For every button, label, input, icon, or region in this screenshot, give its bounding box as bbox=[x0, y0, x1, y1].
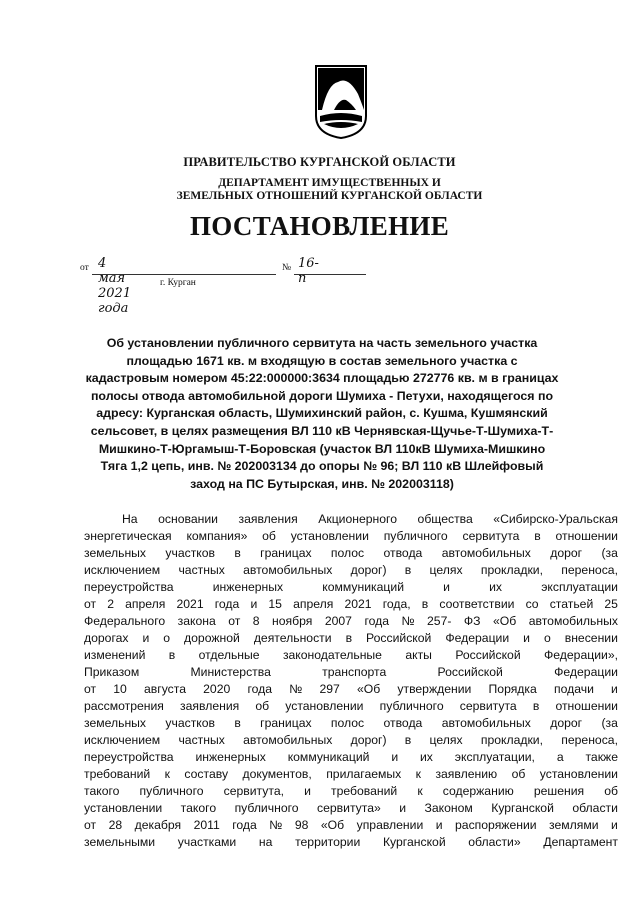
body-word: статьей bbox=[549, 597, 594, 611]
body-word: 2007 bbox=[324, 614, 352, 628]
handwritten-number: 16-п bbox=[298, 256, 319, 286]
body-word: компания» bbox=[186, 529, 248, 543]
body-word: Курганской bbox=[382, 835, 446, 849]
body-word: публичного bbox=[139, 784, 204, 798]
body-word: законодательные bbox=[282, 648, 382, 662]
body-word: 257- bbox=[427, 614, 452, 628]
body-word: об bbox=[604, 784, 618, 798]
body-word: акты bbox=[405, 648, 432, 662]
body-word: Федерального bbox=[84, 614, 166, 628]
body-word: инженерных bbox=[212, 580, 284, 594]
body-line bbox=[84, 681, 618, 698]
resolution-title bbox=[82, 335, 562, 493]
body-word: коммуникаций bbox=[322, 580, 404, 594]
body-word: (за bbox=[601, 546, 618, 560]
body-word: от bbox=[84, 597, 97, 611]
body-line bbox=[84, 834, 618, 851]
body-word: в bbox=[345, 631, 353, 645]
body-word: апреля bbox=[125, 597, 166, 611]
government-name: ПРАВИТЕЛЬСТВО КУРГАНСКОЙ ОБЛАСТИ bbox=[183, 155, 456, 169]
body-word: и bbox=[611, 818, 618, 832]
body-word: года bbox=[232, 818, 257, 832]
body-word: переустройства bbox=[84, 580, 174, 594]
body-word: № bbox=[401, 614, 415, 628]
from-label: от bbox=[80, 263, 89, 273]
title-line: сельсовет, в целях размещения ВЛ 110 кВ Чернявская-Щучье-Т-Шумиха-Т- bbox=[90, 423, 554, 438]
body-word: решения bbox=[533, 784, 585, 798]
body-word: публичного bbox=[379, 699, 444, 713]
body-word: заявлению bbox=[435, 767, 498, 781]
body-line bbox=[84, 749, 618, 766]
title-line: Мишкино-Т-Юргамыш-Т-Боровская (участок ВЛ 110кВ Шумиха-Мишкино bbox=[98, 441, 546, 456]
body-word: 2020 bbox=[203, 682, 231, 696]
body-word: прилагаемых bbox=[326, 767, 402, 781]
title-line: полосы отвода автомобильной дороги Шумиха - Петухи, находящегося по bbox=[90, 388, 554, 403]
body-line bbox=[84, 630, 618, 647]
body-word: дорогах bbox=[84, 631, 129, 645]
body-word: деятельности bbox=[253, 631, 332, 645]
body-word: об bbox=[511, 767, 526, 781]
body-word: переноса, bbox=[561, 733, 618, 747]
body-word: о bbox=[163, 631, 171, 645]
body-word: автомобильных bbox=[441, 546, 531, 560]
date-underline bbox=[92, 274, 276, 275]
body-line bbox=[84, 511, 618, 528]
body-word: Законом bbox=[424, 801, 473, 815]
body-word: отвода bbox=[383, 546, 423, 560]
body-line bbox=[84, 545, 618, 562]
body-word: утверждении bbox=[397, 682, 472, 696]
body-word: исключением bbox=[84, 733, 161, 747]
body-word: требований bbox=[84, 767, 151, 781]
body-word: в bbox=[168, 648, 176, 662]
body-word: На bbox=[122, 512, 138, 526]
body-word: их bbox=[489, 580, 503, 594]
body-word: инженерных bbox=[195, 750, 266, 764]
body-word: ноября bbox=[272, 614, 313, 628]
body-word: земельных bbox=[84, 546, 147, 560]
body-word: целях bbox=[429, 563, 463, 577]
body-word: дорог bbox=[550, 716, 583, 730]
body-word: области» bbox=[468, 835, 521, 849]
body-word: дорог bbox=[550, 546, 583, 560]
body-word: Российской bbox=[437, 665, 503, 679]
department-name-line-1: ДЕПАРТАМЕНТ ИМУЩЕСТВЕННЫХ И bbox=[218, 177, 441, 189]
body-word: установлении bbox=[539, 767, 618, 781]
body-word: от bbox=[228, 614, 241, 628]
body-word: участков bbox=[165, 716, 215, 730]
body-word: установлении bbox=[290, 529, 369, 543]
body-word: и bbox=[443, 580, 450, 594]
body-word: заявления bbox=[180, 699, 240, 713]
city-label: г. Курган bbox=[160, 278, 196, 288]
title-line: площадью 1671 кв. м входящую в состав земельного участка с bbox=[126, 353, 518, 368]
body-word: на bbox=[258, 835, 273, 849]
body-word: Порядка bbox=[488, 682, 537, 696]
body-word: 28 bbox=[108, 818, 123, 832]
body-word: 25 bbox=[604, 597, 618, 611]
handwritten-date: 4 мая 2021 года bbox=[98, 256, 132, 316]
body-word: автомобильных bbox=[528, 614, 618, 628]
body-word: «Сибирско-Уральская bbox=[493, 512, 618, 526]
body-word: от bbox=[84, 818, 97, 832]
body-word: № bbox=[269, 818, 283, 832]
body-word: общества bbox=[417, 512, 473, 526]
body-word: 98 bbox=[294, 818, 309, 832]
body-line bbox=[84, 715, 618, 732]
body-word: коммуникаций bbox=[287, 750, 370, 764]
body-word: области bbox=[572, 801, 618, 815]
body-word: (за bbox=[601, 716, 618, 730]
body-word: установлении bbox=[84, 801, 163, 815]
body-word: августа bbox=[144, 682, 186, 696]
body-word: эксплуатации bbox=[541, 580, 618, 594]
body-word: в bbox=[234, 546, 241, 560]
body-word: к bbox=[164, 767, 170, 781]
body-word: переустройства bbox=[84, 750, 174, 764]
body-word: года bbox=[214, 597, 240, 611]
body-line bbox=[84, 528, 618, 545]
body-word: и bbox=[142, 631, 150, 645]
body-word: автомобильных bbox=[243, 733, 333, 747]
body-word: в bbox=[234, 716, 241, 730]
body-word: сервитута bbox=[459, 699, 517, 713]
kurgan-coat-of-arms-icon bbox=[314, 64, 368, 140]
body-word: отношении bbox=[555, 699, 618, 713]
title-line: адресу: Курганская область, Шумихинский район, с. Кушма, Кушмянский bbox=[96, 406, 548, 421]
body-word: и bbox=[399, 801, 407, 815]
body-word: «Об bbox=[320, 818, 345, 832]
body-word: распоряжении bbox=[455, 818, 537, 832]
body-word: переноса, bbox=[561, 563, 618, 577]
body-word: землями bbox=[549, 818, 599, 832]
body-word: и bbox=[250, 597, 258, 611]
body-word: в bbox=[421, 597, 429, 611]
department-name-line-2: ЗЕМЕЛЬНЫХ ОТНОШЕНИЙ КУРГАНСКОЙ ОБЛАСТИ bbox=[176, 190, 483, 202]
body-word: соответствии bbox=[439, 597, 515, 611]
body-word: Российской bbox=[366, 631, 432, 645]
body-word: Федерации», bbox=[544, 648, 618, 662]
body-word: участками bbox=[177, 835, 237, 849]
body-word: апреля bbox=[293, 597, 334, 611]
body-word: Приказом bbox=[84, 665, 140, 679]
body-word: автомобильных bbox=[243, 563, 333, 577]
body-word: Курганской bbox=[491, 801, 554, 815]
body-word: участков bbox=[165, 546, 215, 560]
body-word: 297 bbox=[319, 682, 340, 696]
body-word: дорожной bbox=[184, 631, 240, 645]
body-word: эксплуатации, bbox=[454, 750, 535, 764]
body-word: заявления bbox=[238, 512, 298, 526]
body-word: подачи bbox=[553, 682, 594, 696]
body-word: и bbox=[435, 818, 443, 832]
body-word: и bbox=[304, 784, 311, 798]
body-word: и bbox=[523, 631, 530, 645]
body-word: об bbox=[255, 699, 270, 713]
body-word: «Об bbox=[493, 614, 517, 628]
body-word: о bbox=[543, 631, 551, 645]
body-word: ФЗ bbox=[463, 614, 481, 628]
body-word: территории bbox=[295, 835, 361, 849]
title-line: заход на ПС Бутырская, инв. № 202003118) bbox=[190, 476, 454, 491]
body-line bbox=[84, 732, 618, 749]
body-word: прокладки, bbox=[480, 563, 543, 577]
body-word: их bbox=[420, 750, 433, 764]
body-word: Российской bbox=[455, 648, 521, 662]
body-word: границах bbox=[260, 546, 312, 560]
body-word: Федерации bbox=[445, 631, 510, 645]
body-word: 8 bbox=[252, 614, 260, 628]
body-word: сервитута» bbox=[317, 801, 381, 815]
body-word: Департамент bbox=[543, 835, 618, 849]
body-word: и bbox=[611, 682, 618, 696]
body-word: 2 bbox=[107, 597, 114, 611]
body-word: года bbox=[247, 682, 273, 696]
body-word: 10 bbox=[113, 682, 127, 696]
body-word: Федерации bbox=[554, 665, 618, 679]
body-line bbox=[84, 783, 618, 800]
body-word: содержанию bbox=[442, 784, 514, 798]
body-line bbox=[84, 562, 618, 579]
body-word: внесении bbox=[564, 631, 618, 645]
body-word: автомобильных bbox=[441, 716, 531, 730]
body-word: полос bbox=[330, 546, 365, 560]
body-word: от bbox=[84, 682, 97, 696]
body-word: в bbox=[534, 529, 541, 543]
body-word: закона bbox=[177, 614, 216, 628]
body-word: об bbox=[262, 529, 276, 543]
body-paragraph bbox=[84, 511, 618, 851]
body-word: земельных bbox=[84, 716, 147, 730]
body-word: такого bbox=[84, 784, 120, 798]
body-line bbox=[84, 817, 618, 834]
body-word: к bbox=[415, 767, 422, 781]
body-line bbox=[84, 596, 618, 613]
body-word: управлении bbox=[356, 818, 424, 832]
body-word: публичного bbox=[383, 529, 448, 543]
body-word: энергетическая bbox=[84, 529, 172, 543]
body-word: рассмотрения bbox=[84, 699, 164, 713]
body-word: в bbox=[404, 733, 412, 747]
number-underline bbox=[294, 274, 366, 275]
body-word: прокладки, bbox=[480, 733, 543, 747]
body-line bbox=[84, 698, 618, 715]
body-word: 2021 bbox=[176, 597, 204, 611]
body-word: дорог) bbox=[350, 563, 387, 577]
body-word: требований bbox=[330, 784, 398, 798]
body-word: документов, bbox=[242, 767, 312, 781]
body-word: Акционерного bbox=[318, 512, 398, 526]
body-word: частных bbox=[178, 733, 225, 747]
body-line bbox=[84, 579, 618, 596]
body-word: транспорта bbox=[322, 665, 387, 679]
body-word: установлении bbox=[285, 699, 364, 713]
body-word: также bbox=[585, 750, 618, 764]
body-line bbox=[84, 766, 618, 783]
body-line bbox=[84, 647, 618, 664]
title-line: Тяга 1,2 цепь, инв. № 202003134 до опоры № 96; ВЛ 110 кВ Шлейфовый bbox=[100, 459, 544, 474]
body-word: исключением bbox=[84, 563, 161, 577]
document-type-heading: ПОСТАНОВЛЕНИЕ bbox=[189, 211, 449, 241]
body-word: отдельные bbox=[198, 648, 260, 662]
body-word: со bbox=[525, 597, 539, 611]
body-line bbox=[84, 800, 618, 817]
body-word: сервитута bbox=[462, 529, 520, 543]
title-line: Об установлении публичного сервитута на часть земельного участка bbox=[106, 336, 538, 350]
body-word: в bbox=[404, 563, 412, 577]
body-word: границах bbox=[260, 716, 312, 730]
body-word: 2011 bbox=[193, 818, 220, 832]
body-word: года, bbox=[382, 597, 411, 611]
number-label: № bbox=[282, 263, 292, 273]
body-word: и bbox=[391, 750, 399, 764]
body-word: 2021 bbox=[344, 597, 372, 611]
title-line: кадастровым номером 45:22:000000:3634 площадью 272776 кв. м в границах bbox=[85, 371, 559, 386]
body-word: в bbox=[532, 699, 540, 713]
body-word: частных bbox=[178, 563, 225, 577]
body-line bbox=[84, 664, 618, 681]
body-word: целях bbox=[429, 733, 463, 747]
body-word: составу bbox=[184, 767, 229, 781]
body-word: а bbox=[556, 750, 564, 764]
body-word: публичного bbox=[234, 801, 299, 815]
body-word: Министерства bbox=[190, 665, 271, 679]
body-word: изменений bbox=[84, 648, 146, 662]
body-word: № bbox=[289, 682, 303, 696]
body-line bbox=[84, 613, 618, 630]
body-word: дорог) bbox=[350, 733, 387, 747]
body-word: 15 bbox=[268, 597, 282, 611]
body-word: декабря bbox=[134, 818, 182, 832]
body-word: года bbox=[364, 614, 390, 628]
body-word: сервитута, bbox=[223, 784, 284, 798]
body-word: земельными bbox=[84, 835, 156, 849]
body-word: отношении bbox=[555, 529, 618, 543]
body-word: к bbox=[417, 784, 423, 798]
body-word: такого bbox=[180, 801, 217, 815]
body-word: основании bbox=[158, 512, 218, 526]
body-word: «Об bbox=[356, 682, 381, 696]
body-word: отвода bbox=[383, 716, 423, 730]
body-word: полос bbox=[330, 716, 365, 730]
